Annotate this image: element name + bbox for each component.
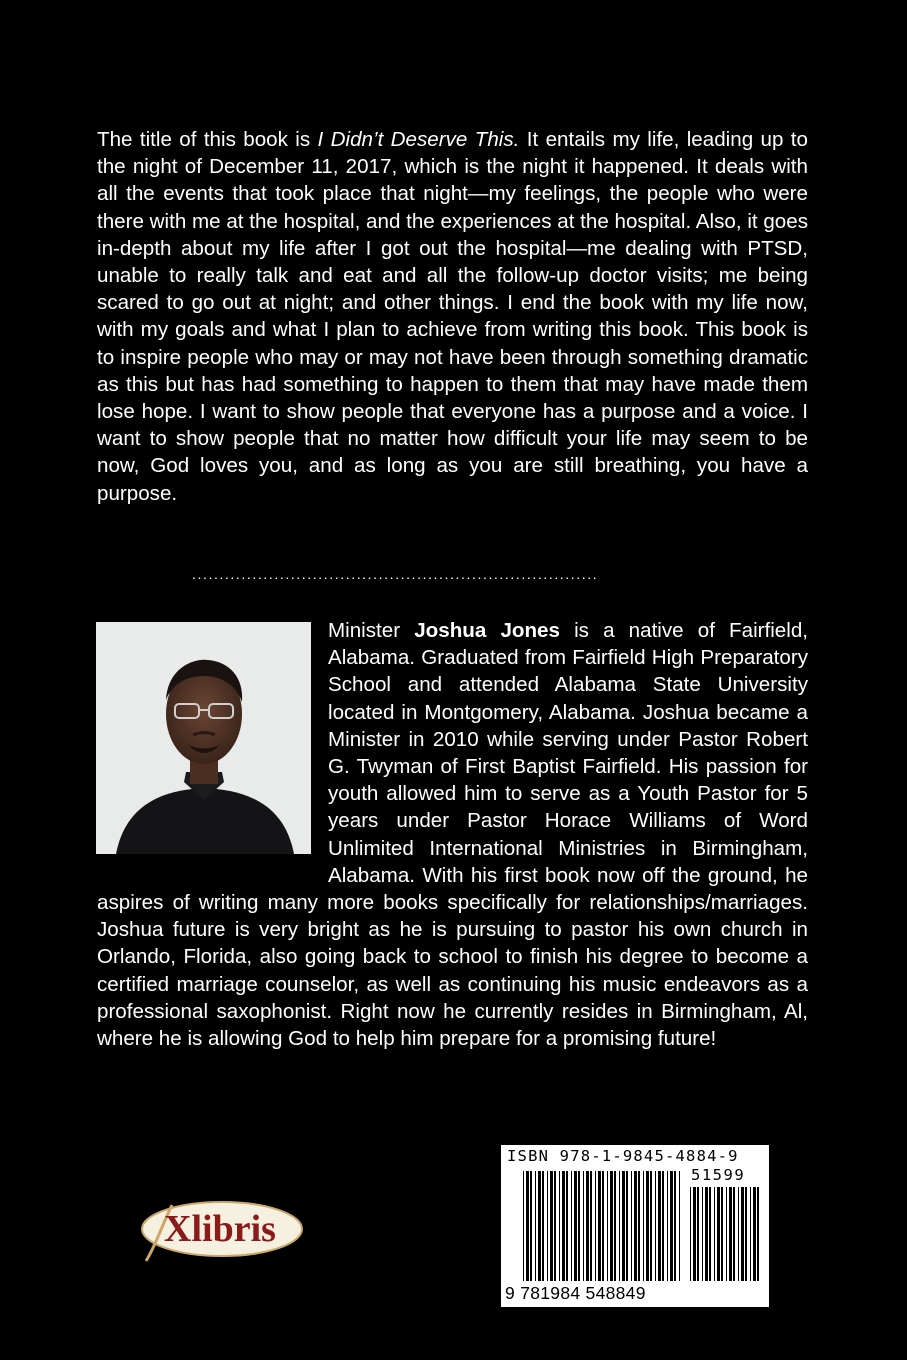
barcode-bar [622, 1171, 625, 1281]
barcode-bar [634, 1171, 637, 1281]
barcode-bar [559, 1171, 560, 1281]
barcode-bar [658, 1171, 661, 1281]
barcode-bar [753, 1187, 756, 1281]
ean-digits: 9 781984 548849 [505, 1283, 646, 1303]
barcode-bar [726, 1187, 727, 1281]
publisher-name: Xlibris [164, 1208, 276, 1250]
barcode-bar [562, 1171, 565, 1281]
barcode-bar [550, 1171, 553, 1281]
barcode-bar [741, 1187, 744, 1281]
barcode-bar [610, 1171, 613, 1281]
barcode-bar [530, 1171, 532, 1281]
barcode-bar [538, 1171, 541, 1281]
barcode-bar [571, 1171, 572, 1281]
barcode-bar [690, 1187, 691, 1281]
barcode-bar [583, 1171, 584, 1281]
barcode-bar [646, 1171, 649, 1281]
barcode-bar [738, 1187, 739, 1281]
barcode-bar [714, 1187, 715, 1281]
barcode-bar [602, 1171, 604, 1281]
author-prefix: Minister [328, 619, 415, 642]
barcode-bar [631, 1171, 632, 1281]
barcode-bar [574, 1171, 577, 1281]
barcode-bar [626, 1171, 628, 1281]
addon-barcode-bars [690, 1187, 762, 1281]
barcode-bar [523, 1171, 524, 1281]
barcode-bar [757, 1187, 759, 1281]
barcode-bar [598, 1171, 601, 1281]
barcode-bar [750, 1187, 751, 1281]
barcode-bar [526, 1171, 529, 1281]
barcode-bar [595, 1171, 596, 1281]
barcode-bar [566, 1171, 568, 1281]
author-bio [97, 617, 808, 1052]
barcode-bar [733, 1187, 735, 1281]
book-description [97, 126, 808, 507]
barcode-bar [693, 1187, 696, 1281]
barcode-bar [542, 1171, 544, 1281]
barcode-bar [670, 1171, 673, 1281]
barcode-bar [607, 1171, 608, 1281]
book-title: I Didn’t Deserve This. [317, 128, 520, 151]
barcode-bar [590, 1171, 592, 1281]
blurb-body: It entails my life, leading up to the night of December 11, 2017, which is the night it happened. It deals with all the events that took place that night—my feelings, the people who were there with me at the hospital, and the experiences at the hospital. Also, it goes in-depth about my life after I got out the hospital—me dealing with PTSD, unable to really talk and eat and all the follow-up doctor visits; me being scared to go out at night; and other things. I end the book with my life now, with my goals and what I plan to achieve from writing this book. This book is to inspire people who may or may not have been through something dramatic as this but has had something to happen to them that may have made them lose hope. I want to show people that everyone has a purpose and a voice. I want to show people that no matter how difficult your life may seem to be now, God loves you, and as long as you are still breathing, you have a purpose. [97, 128, 808, 505]
barcode-bar [535, 1171, 536, 1281]
barcode-bar [586, 1171, 589, 1281]
barcode-bar [578, 1171, 580, 1281]
isbn-label: ISBN 978-1-9845-4884-9 [507, 1147, 739, 1165]
barcode-bar [614, 1171, 616, 1281]
barcode-bar [717, 1187, 720, 1281]
dotted-divider: .......................................................................... [192, 566, 599, 582]
ean-barcode-bars [523, 1171, 683, 1281]
barcode-bar [554, 1171, 556, 1281]
barcode-bar [679, 1171, 680, 1281]
barcode-bar [721, 1187, 723, 1281]
author-bio-text: is a native of Fairfield, Alabama. Graduated from Fairfield High Preparatory School and attended Alabama State University located in Montgomery, Alabama. Joshua became a Minister in 2010 while serving under Pastor Robert G. Twyman of First Baptist Fairfield. His passion for youth allowed him to serve as a Youth Pastor for 5 years under Pastor Horace Williams of Word Unlimited International Ministries in Birmingham, Alabama. With his first book now off the ground, he aspires of writing many more books specifically for relationships/marriages. Joshua future is very bright as he is pursuing to pastor his own church in Orlando, Florida, also going back to school to finish his degree to become a certified marriage counselor, as well as continuing his music endeavors as a professional saxophonist. Right now he currently resides in Birmingham, Al, where he is allowing God to help him prepare for a promising future! [97, 619, 809, 1051]
barcode-bar [619, 1171, 620, 1281]
barcode-bar [643, 1171, 644, 1281]
isbn-barcode [501, 1145, 769, 1307]
barcode-bar [702, 1187, 703, 1281]
barcode-bar [547, 1171, 548, 1281]
author-name: Joshua Jones [414, 619, 560, 642]
price-code: 51599 [691, 1166, 746, 1184]
barcode-bar [729, 1187, 732, 1281]
barcode-bar [745, 1187, 747, 1281]
barcode-bar [662, 1171, 664, 1281]
barcode-bar [709, 1187, 711, 1281]
barcode-bar [638, 1171, 640, 1281]
barcode-bar [667, 1171, 668, 1281]
barcode-bar [705, 1187, 708, 1281]
barcode-bar [650, 1171, 652, 1281]
blurb-intro: The title of this book is [97, 128, 318, 151]
barcode-bar [697, 1187, 699, 1281]
barcode-bar [674, 1171, 676, 1281]
publisher-logo [132, 1195, 307, 1265]
photo-wrap-space [97, 617, 328, 863]
barcode-bar [655, 1171, 656, 1281]
